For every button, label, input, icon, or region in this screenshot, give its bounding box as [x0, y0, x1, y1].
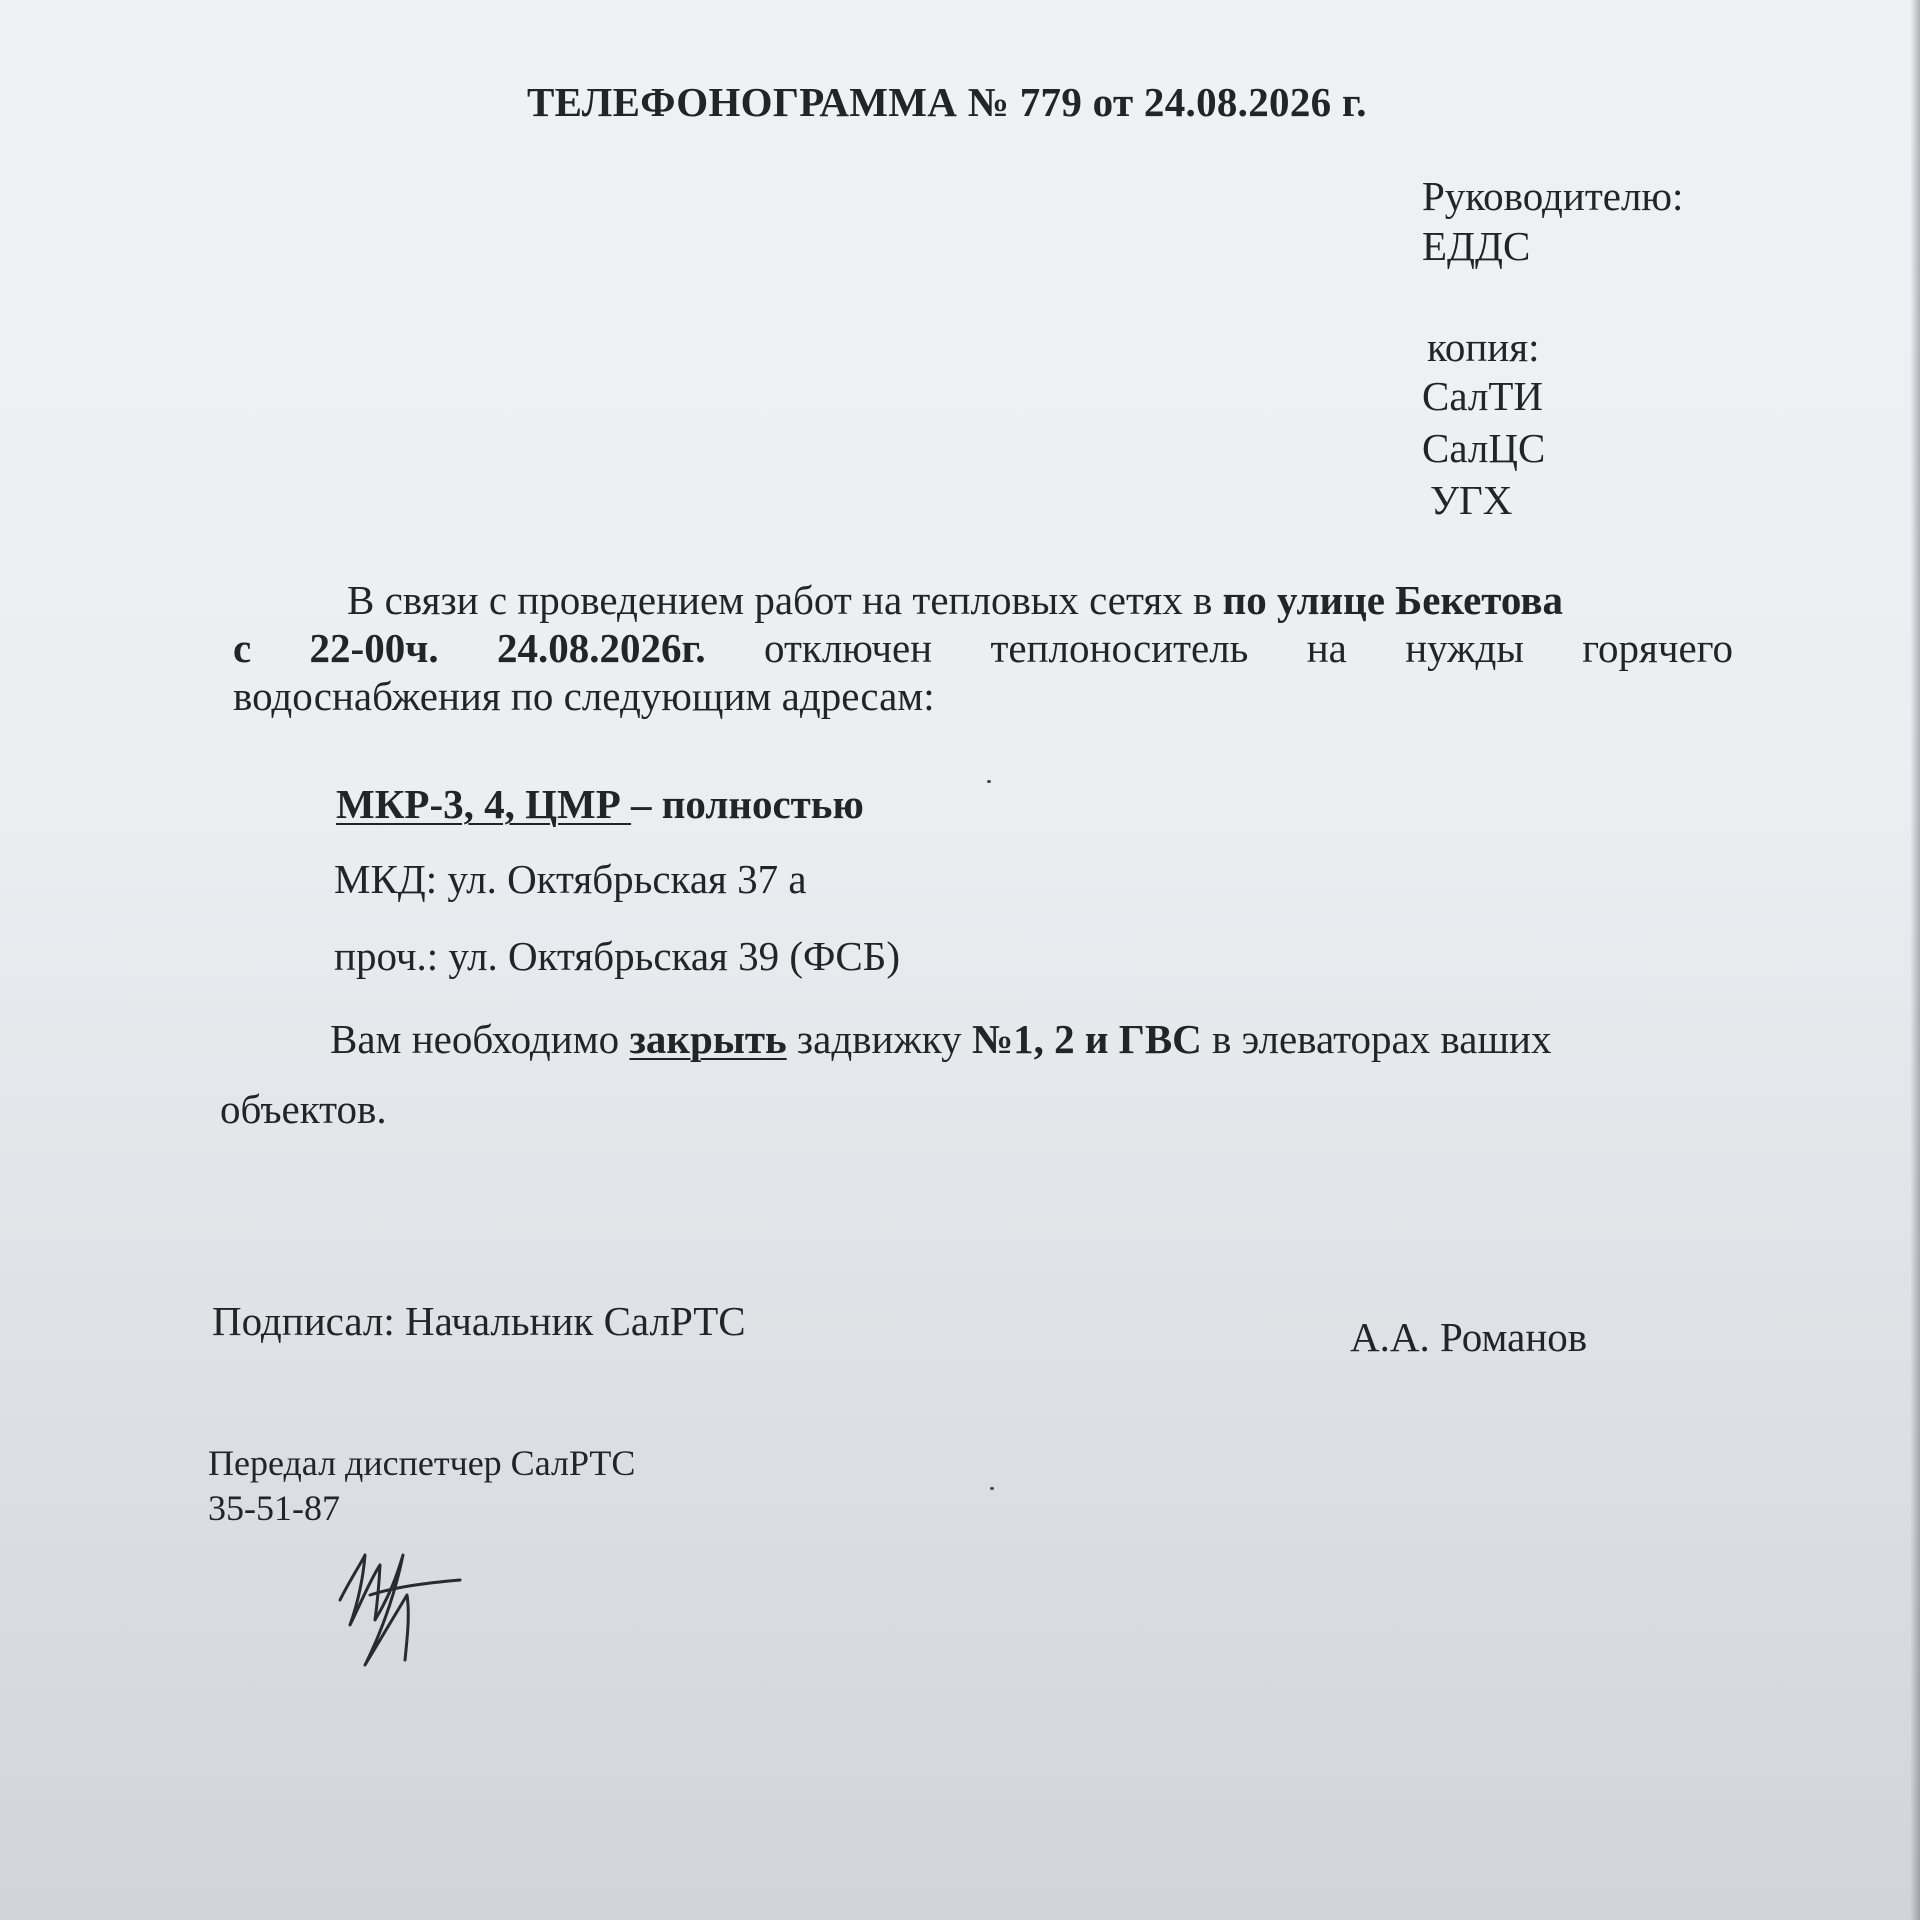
- instruction-text-2: задвижку: [786, 1016, 972, 1062]
- body-line-2: [233, 624, 1733, 672]
- mkd-address: МКД: ул. Октябрьская 37 а: [334, 856, 807, 902]
- body-line-1: [233, 576, 1733, 624]
- dispatcher-phone: 35-51-87: [208, 1488, 340, 1528]
- copy-item-2: СалЦС: [1422, 425, 1546, 471]
- handwritten-signature: [335, 1525, 475, 1670]
- recipient-line1: Руководителю:: [1422, 173, 1684, 219]
- paper-speck: [990, 1487, 994, 1490]
- copy-label: копия:: [1427, 324, 1540, 370]
- instruction-text-1: Вам необходимо: [330, 1016, 630, 1062]
- body-line-3: водоснабжения по следующим адресам:: [233, 673, 935, 719]
- close-word: закрыть: [629, 1016, 787, 1062]
- districts-names: МКР-3, 4, ЦМР: [336, 781, 632, 827]
- instruction-line-2: объектов.: [220, 1086, 387, 1132]
- valve-numbers: №1, 2 и ГВС: [971, 1016, 1202, 1062]
- body-paragraph: [233, 576, 1733, 720]
- signed-by-label: Подписал: Начальник СалРТС: [212, 1298, 746, 1344]
- copy-item-1: СалТИ: [1422, 373, 1544, 419]
- body-text-start: В связи с проведением работ на тепловых сетях в: [347, 577, 1223, 623]
- instruction-line-1: [330, 1015, 1551, 1063]
- shutoff-datetime: с 22-00ч. 24.08.2026г.: [233, 625, 706, 671]
- recipient-line2: ЕДДС: [1422, 223, 1531, 269]
- signer-name: А.А. Романов: [1350, 1314, 1588, 1360]
- page-edge-shadow: [1910, 0, 1920, 1920]
- paper-speck: [987, 780, 991, 783]
- other-address: проч.: ул. Октябрьская 39 (ФСБ): [334, 933, 900, 979]
- instruction-text-3: в элеваторах ваших: [1201, 1016, 1552, 1062]
- body-text-cont: отключен теплоноситель на нужды горячего: [705, 625, 1733, 671]
- copy-item-3: УГХ: [1430, 477, 1513, 523]
- street-name: по улице Бекетова: [1222, 577, 1563, 623]
- transmitted-by-label: Передал диспетчер СалРТС: [208, 1443, 636, 1483]
- districts-suffix: – полностью: [631, 781, 864, 827]
- document-title: ТЕЛЕФОНОГРАММА № 779 от 24.08.2026 г.: [527, 79, 1367, 125]
- districts-line: [336, 780, 864, 828]
